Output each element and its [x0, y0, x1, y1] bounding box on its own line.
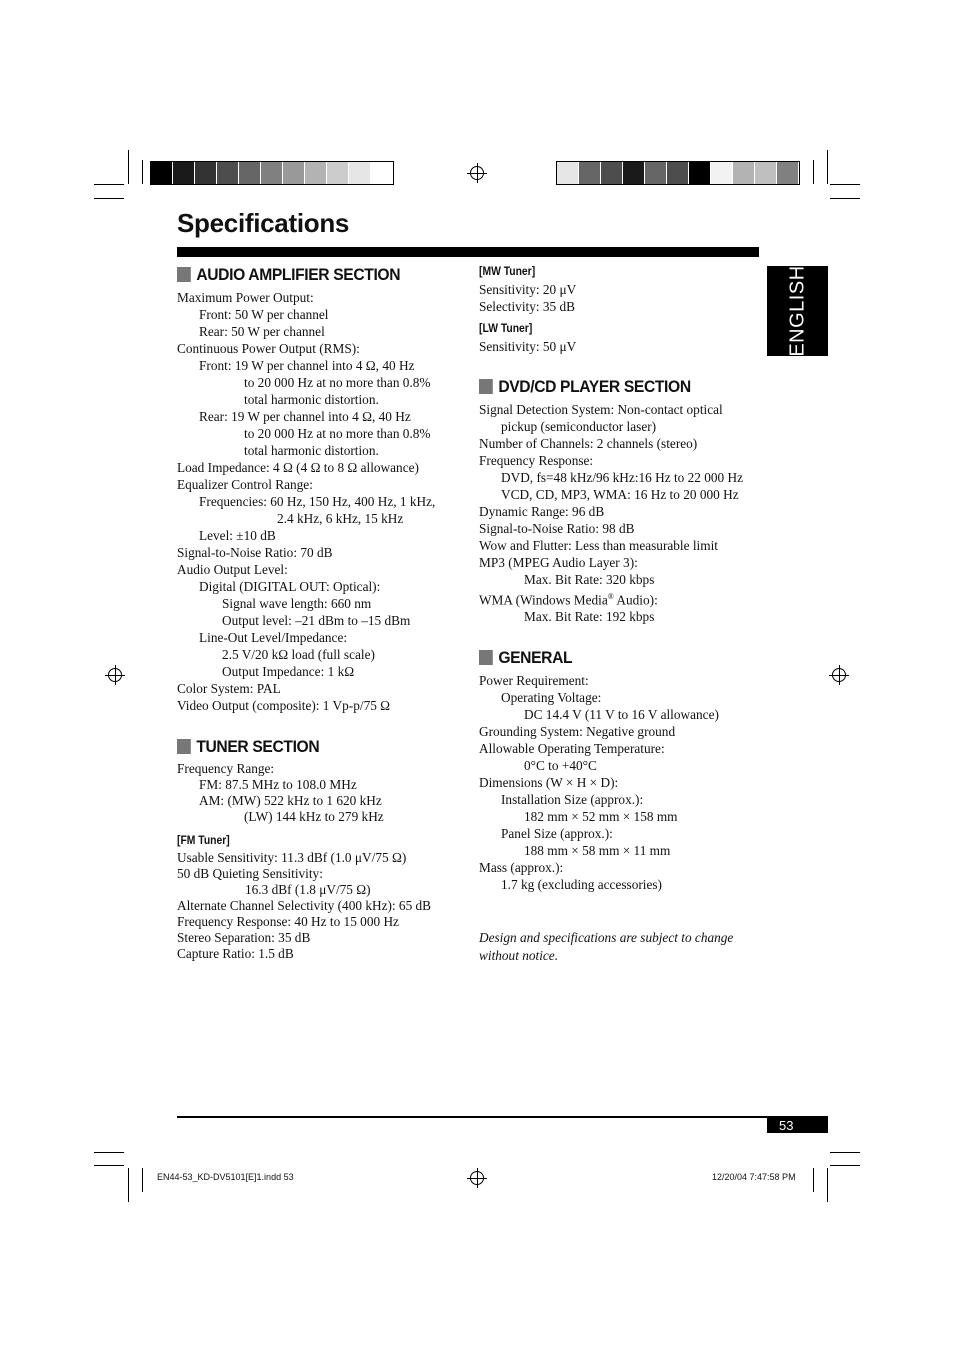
spec-line: Dimensions (W × H × D): — [479, 775, 619, 791]
tuner-heading-text: TUNER SECTION — [196, 736, 320, 756]
page-title: Specifications — [177, 208, 350, 238]
color-swatch — [283, 162, 305, 184]
color-swatch — [239, 162, 261, 184]
color-swatch — [689, 162, 711, 184]
crop-mark-bottom-left-v2 — [142, 1168, 143, 1192]
registration-mark-top-icon — [470, 166, 484, 180]
spec-line: Selectivity: 35 dB — [479, 299, 576, 314]
spec-line: Audio Output Level: — [177, 562, 288, 577]
spec-line: 0°C to +40°C — [524, 758, 597, 774]
language-tab — [767, 266, 828, 356]
spec-line: Panel Size (approx.): — [501, 826, 613, 842]
color-swatch — [371, 162, 393, 184]
crop-mark-top-right-h2 — [830, 198, 860, 199]
dvd-section-heading — [479, 375, 746, 397]
file-slug: EN44-53_KD-DV5101[E]1.indd 53 — [157, 1172, 294, 1182]
section-marker-icon — [479, 650, 493, 665]
spec-line: 16.3 dBf (1.8 μV/75 Ω) — [245, 882, 371, 897]
spec-line: Usable Sensitivity: 11.3 dBf (1.0 μV/75 Ω) — [177, 850, 407, 865]
language-tab-label: ENGLISH — [786, 265, 808, 357]
spec-line: Output level: –21 dBm to –15 dBm — [222, 613, 411, 628]
spec-line: Color System: PAL — [177, 681, 281, 696]
spec-line: Signal Detection System: Non-contact optical — [479, 402, 723, 417]
spec-line: MP3 (MPEG Audio Layer 3): — [479, 555, 638, 570]
spec-line: Frequencies: 60 Hz, 150 Hz, 400 Hz, 1 kHz, — [199, 494, 436, 509]
crop-mark-top-right-v — [827, 150, 828, 184]
spec-line: Signal-to-Noise Ratio: 98 dB — [479, 521, 635, 536]
spec-line: Power Requirement: — [479, 673, 589, 689]
registration-mark-left-icon — [108, 668, 122, 682]
crop-mark-top-left-v — [128, 150, 129, 184]
spec-line: Sensitivity: 20 μV — [479, 282, 577, 297]
spec-line: 2.5 V/20 kΩ load (full scale) — [222, 647, 375, 662]
general-section-heading — [479, 646, 746, 668]
spec-line: 2.4 kHz, 6 kHz, 15 kHz — [277, 511, 404, 526]
right-column — [479, 262, 769, 965]
spec-line: DVD, fs=48 kHz/96 kHz:16 Hz to 22 000 Hz — [501, 470, 744, 485]
spec-line: Max. Bit Rate: 192 kbps — [524, 609, 655, 625]
section-marker-icon — [177, 739, 191, 754]
color-swatch — [777, 162, 799, 184]
spec-line: to 20 000 Hz at no more than 0.8% — [244, 375, 431, 390]
spec-line: Equalizer Control Range: — [177, 477, 313, 492]
fm-tuner-label: [FM Tuner] — [177, 835, 230, 847]
spec-line: total harmonic distortion. — [244, 392, 379, 407]
spec-line: DC 14.4 V (11 V to 16 V allowance) — [524, 707, 719, 723]
spec-line: Continuous Power Output (RMS): — [177, 341, 360, 356]
crop-mark-bottom-right-h — [830, 1152, 860, 1153]
color-swatch — [151, 162, 173, 184]
color-bar-right — [556, 161, 800, 185]
spec-line: 50 dB Quieting Sensitivity: — [177, 866, 323, 881]
spec-line: Capture Ratio: 1.5 dB — [177, 946, 294, 961]
crop-mark-bottom-left-v — [128, 1168, 129, 1202]
spec-line: 1.7 kg (excluding accessories) — [501, 877, 662, 893]
color-swatch — [261, 162, 283, 184]
spec-line: Frequency Response: — [479, 453, 594, 468]
spec-line: Mass (approx.): — [479, 860, 564, 876]
spec-line: Front: 19 W per channel into 4 Ω, 40 Hz — [199, 358, 415, 373]
color-swatch — [327, 162, 349, 184]
spec-line: 182 mm × 52 mm × 158 mm — [524, 809, 678, 825]
audio-section-heading — [177, 263, 444, 285]
spec-line: Installation Size (approx.): — [501, 792, 644, 808]
spec-line: Frequency Response: 40 Hz to 15 000 Hz — [177, 914, 399, 929]
print-timestamp: 12/20/04 7:47:58 PM — [712, 1172, 796, 1182]
specs-disclaimer-cont: without notice. — [479, 948, 559, 964]
registered-mark: ® — [607, 592, 614, 601]
spec-line: Line-Out Level/Impedance: — [199, 630, 348, 645]
lw-tuner-label: [LW Tuner] — [479, 323, 533, 335]
crop-mark-bottom-left-h — [94, 1152, 124, 1153]
spec-line: Maximum Power Output: — [177, 290, 314, 305]
section-marker-icon — [177, 267, 191, 282]
color-swatch — [557, 162, 579, 184]
left-column — [177, 263, 467, 962]
bottom-rule — [177, 1116, 828, 1118]
spec-line: Grounding System: Negative ground — [479, 724, 676, 740]
spec-line: Level: ±10 dB — [199, 528, 276, 543]
spec-line: FM: 87.5 MHz to 108.0 MHz — [199, 777, 357, 792]
title-rule — [177, 247, 759, 257]
color-swatch — [601, 162, 623, 184]
color-swatch — [173, 162, 195, 184]
spec-line: AM: (MW) 522 kHz to 1 620 kHz — [199, 793, 382, 808]
section-marker-icon — [479, 379, 493, 394]
crop-mark-bottom-right-h2 — [830, 1165, 860, 1166]
spec-line: Video Output (composite): 1 Vp-p/75 Ω — [177, 698, 391, 713]
crop-mark-top-right-v2 — [813, 160, 814, 184]
spec-line: (LW) 144 kHz to 279 kHz — [244, 809, 384, 824]
color-swatch — [645, 162, 667, 184]
wma-label: WMA (Windows Media — [479, 592, 608, 608]
wma-label-end: Audio): — [613, 592, 658, 608]
registration-mark-right-icon — [832, 668, 846, 682]
color-swatch — [349, 162, 371, 184]
crop-mark-bottom-right-v2 — [813, 1168, 814, 1192]
spec-line: Signal wave length: 660 nm — [222, 596, 372, 611]
audio-heading-text: AUDIO AMPLIFIER SECTION — [196, 264, 401, 284]
spec-line: Stereo Separation: 35 dB — [177, 930, 311, 945]
specs-disclaimer: Design and specifications are subject to change — [479, 930, 734, 946]
spec-line — [479, 588, 769, 608]
spec-line: VCD, CD, MP3, WMA: 16 Hz to 20 000 Hz — [501, 487, 739, 502]
spec-line: Frequency Range: — [177, 761, 275, 776]
spec-line: Alternate Channel Selectivity (400 kHz): 65 dB — [177, 898, 432, 913]
spec-line: total harmonic distortion. — [244, 443, 379, 458]
crop-mark-top-left-v2 — [142, 160, 143, 184]
color-swatch — [733, 162, 755, 184]
general-heading-text: GENERAL — [498, 647, 573, 667]
crop-mark-bottom-right-v — [827, 1168, 828, 1202]
spec-line: 188 mm × 58 mm × 11 mm — [524, 843, 671, 859]
color-swatch — [755, 162, 777, 184]
spec-line: Number of Channels: 2 channels (stereo) — [479, 436, 698, 451]
color-swatch — [667, 162, 689, 184]
color-swatch — [711, 162, 733, 184]
spec-line: Dynamic Range: 96 dB — [479, 504, 605, 519]
spec-line: Max. Bit Rate: 320 kbps — [524, 572, 655, 587]
color-swatch — [305, 162, 327, 184]
spec-line: Operating Voltage: — [501, 690, 602, 706]
spec-line: Sensitivity: 50 μV — [479, 339, 577, 354]
tuner-section-heading — [177, 735, 444, 757]
dvd-heading-text: DVD/CD PLAYER SECTION — [498, 376, 691, 396]
color-bar-left — [150, 161, 394, 185]
color-swatch — [623, 162, 645, 184]
spec-line: Load Impedance: 4 Ω (4 Ω to 8 Ω allowance) — [177, 460, 419, 475]
crop-mark-top-left-h2 — [94, 198, 124, 199]
spec-line: Rear: 50 W per channel — [199, 324, 325, 339]
spec-line: Allowable Operating Temperature: — [479, 741, 665, 757]
spec-line: Output Impedance: 1 kΩ — [222, 664, 355, 679]
color-swatch — [195, 162, 217, 184]
page-number: 53 — [767, 1118, 828, 1133]
spec-line: Rear: 19 W per channel into 4 Ω, 40 Hz — [199, 409, 411, 424]
spec-line: Signal-to-Noise Ratio: 70 dB — [177, 545, 333, 560]
crop-mark-top-right-h — [830, 184, 860, 185]
color-swatch — [579, 162, 601, 184]
spec-line: pickup (semiconductor laser) — [501, 419, 657, 434]
spec-line: Front: 50 W per channel — [199, 307, 329, 322]
mw-tuner-label: [MW Tuner] — [479, 266, 536, 278]
spec-line: to 20 000 Hz at no more than 0.8% — [244, 426, 431, 441]
registration-mark-bottom-icon — [470, 1171, 484, 1185]
color-swatch — [217, 162, 239, 184]
crop-mark-top-left-h — [94, 184, 124, 185]
spec-line: Wow and Flutter: Less than measurable limit — [479, 538, 718, 553]
spec-line: Digital (DIGITAL OUT: Optical): — [199, 579, 381, 594]
crop-mark-bottom-left-h2 — [94, 1165, 124, 1166]
